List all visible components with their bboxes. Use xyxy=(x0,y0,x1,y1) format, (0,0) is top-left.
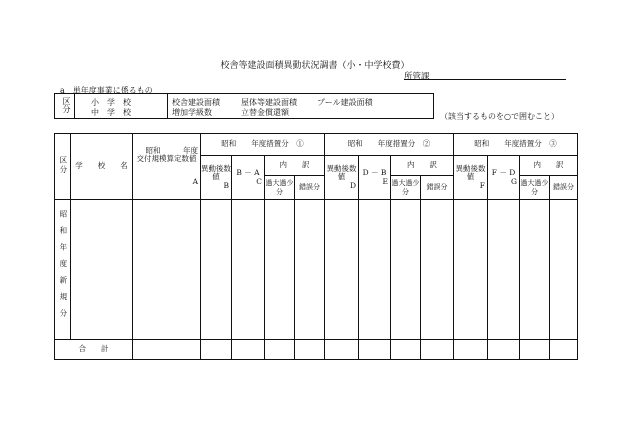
total-cell xyxy=(295,340,325,360)
office-label: 所管課 xyxy=(404,72,430,82)
col-a-line1: 昭和 年度 xyxy=(145,145,198,155)
group3-kaj: 過大過少分 xyxy=(520,176,550,200)
category-item-2-2: 立替金償還額 xyxy=(241,108,289,117)
data-cell xyxy=(421,200,454,340)
category-item-1-1: 校舎建設面積 xyxy=(172,98,220,107)
category-divider xyxy=(74,94,75,118)
data-cell xyxy=(265,200,295,340)
total-cell xyxy=(265,340,295,360)
total-cell xyxy=(488,340,520,360)
group1-kaj: 過大過少分 xyxy=(265,176,295,200)
col-a-line2: 交付規模算定数値 xyxy=(136,154,197,164)
category-type-1: 小 学 校 xyxy=(91,98,131,107)
data-cell xyxy=(550,200,578,340)
group2-ido-header xyxy=(325,156,359,200)
data-cell xyxy=(325,200,359,340)
group1-ido-label: 異動後数値 xyxy=(201,163,231,182)
data-cell xyxy=(359,200,391,340)
total-cell xyxy=(391,340,421,360)
data-cell xyxy=(454,200,488,340)
group2-diff-letter: E xyxy=(382,176,388,186)
total-cell xyxy=(550,340,578,360)
data-cell xyxy=(201,200,232,340)
group1-diff-letter: C xyxy=(256,176,262,186)
total-cell xyxy=(520,340,550,360)
group3-diff-header xyxy=(488,156,520,200)
group1-ido-header xyxy=(201,156,232,200)
group2-kaj: 過大過少分 xyxy=(391,176,421,200)
group1-sei: 錯誤分 xyxy=(295,176,325,200)
group1-diff-label: B － A xyxy=(236,167,260,177)
category-type-2: 中 学 校 xyxy=(91,108,131,117)
total-cell xyxy=(359,340,391,360)
table-school-header: 学 校 名 xyxy=(71,134,133,200)
group1-header: 昭和 年度措置分 ① xyxy=(201,134,325,156)
category-box xyxy=(54,93,434,119)
total-cell xyxy=(454,340,488,360)
category-kubun-label xyxy=(61,97,72,115)
group2-uchi: 内 訳 xyxy=(391,156,454,176)
group2-header: 昭和 年度措置分 ② xyxy=(325,134,454,156)
group3-uchi: 内 訳 xyxy=(520,156,578,176)
total-label: 合 計 xyxy=(55,340,133,360)
new-row-label-cell xyxy=(55,200,71,340)
group3-sei: 錯誤分 xyxy=(550,176,578,200)
total-cell xyxy=(201,340,232,360)
total-cell xyxy=(421,340,454,360)
data-cell xyxy=(295,200,325,340)
group3-header: 昭和 年度措置分 ③ xyxy=(454,134,578,156)
table-kubun-cell xyxy=(55,134,71,200)
total-cell xyxy=(232,340,265,360)
group1-ido-letter: B xyxy=(223,180,229,190)
data-cell xyxy=(71,200,133,340)
category-item-2-1: 増加学級数 xyxy=(172,108,212,117)
new-row-label: 昭和年度新規分 xyxy=(58,210,68,326)
data-cell xyxy=(520,200,550,340)
group1-diff-header xyxy=(232,156,265,200)
group3-diff-label: F － D xyxy=(491,167,516,177)
group2-diff-header xyxy=(359,156,391,200)
data-cell xyxy=(488,200,520,340)
group3-ido-header xyxy=(454,156,488,200)
data-cell xyxy=(232,200,265,340)
section-a-heading: a 単年度事業に係るもの xyxy=(60,86,153,95)
instruction-note: （該当するものを○で囲むこと） xyxy=(440,112,559,121)
data-cell xyxy=(391,200,421,340)
category-item-1-2: 屋体等建設面積 xyxy=(241,98,297,107)
category-divider-2 xyxy=(167,94,168,118)
group3-ido-letter: F xyxy=(479,180,485,190)
group2-sei: 錯誤分 xyxy=(421,176,454,200)
group3-diff-letter: G xyxy=(511,176,517,186)
category-kubun-text: 区分 xyxy=(62,97,71,113)
table-kubun-label: 区分 xyxy=(58,155,68,175)
document-title: 校舎等建設面積異動状況調書（小・中学校費） xyxy=(220,61,410,71)
table-col-a-header xyxy=(133,134,201,200)
office-underline xyxy=(404,79,566,80)
col-a-letter: A xyxy=(192,176,198,186)
main-table xyxy=(54,133,578,360)
category-item-1-3: プール建設面積 xyxy=(317,98,373,107)
group2-diff-label: D － B xyxy=(362,167,387,177)
data-cell xyxy=(133,200,201,340)
total-cell xyxy=(133,340,201,360)
group2-ido-letter: D xyxy=(349,180,356,190)
total-cell xyxy=(325,340,359,360)
group3-ido-label: 異動後数値 xyxy=(455,163,486,182)
group2-ido-label: 異動後数値 xyxy=(326,163,357,182)
group1-uchi: 内 訳 xyxy=(265,156,325,176)
